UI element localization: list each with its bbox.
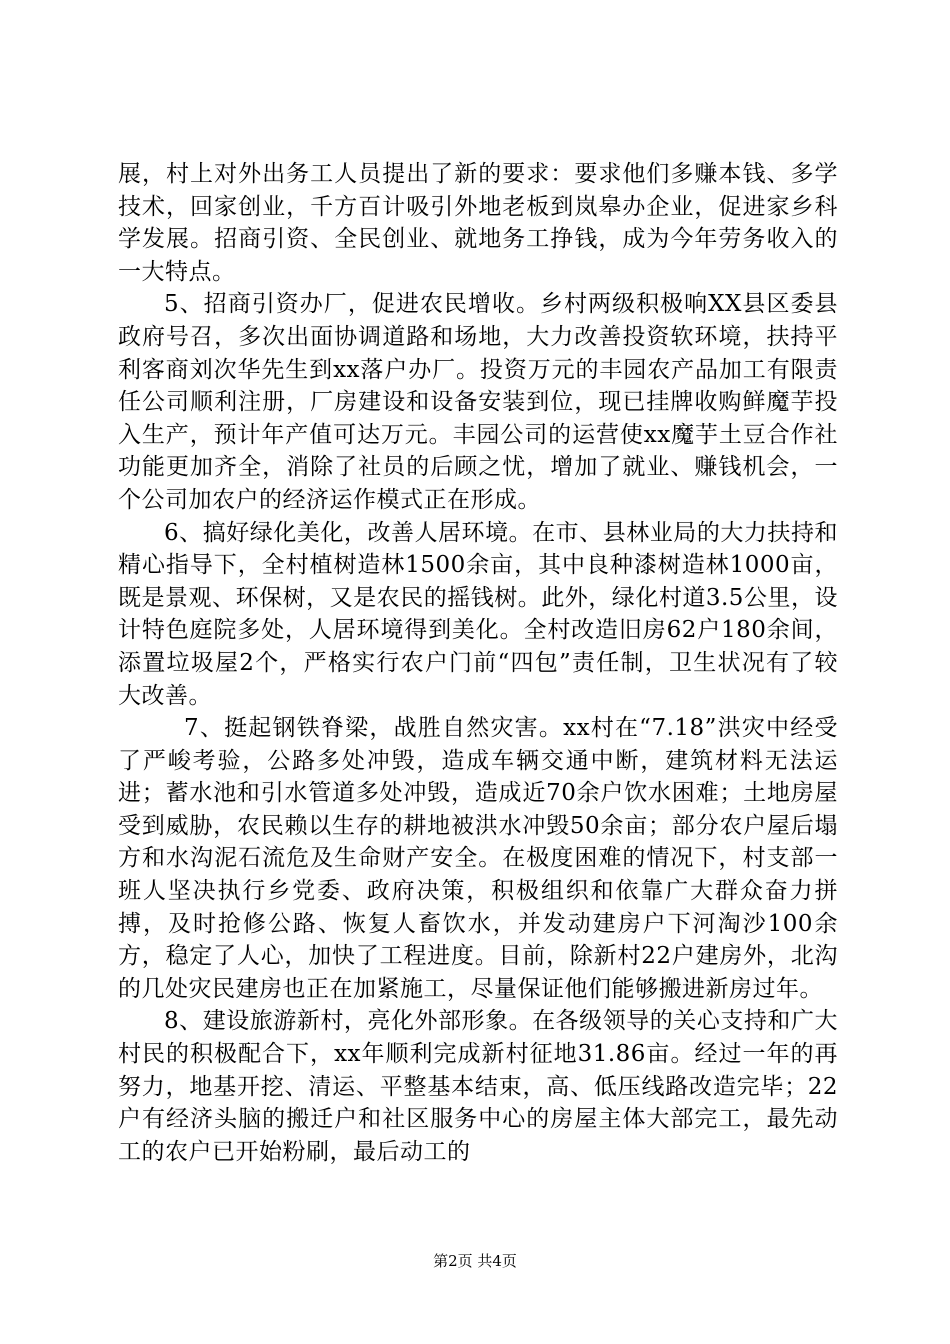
page-footer: 第2页 共4页	[433, 1252, 517, 1270]
paragraph-item-7: 7、挺起钢铁脊梁，战胜自然灾害。xx村在“7.18”洪灾中经受了严峻考验，公路多处冲毁，造成车辆交通中断，建筑材料无法运进；蓄水池和引水管道多处冲毁，造成近70余户饮水困难；土地房屋受到威胁，农民赖以生存的耕地被洪水冲毁50余亩；部分农户屋后塌方和水沟泥石流危及生命财产安全。在极度困难的情况下，村支部一班人坚决执行乡党委、政府决策，积极组织和依靠广大群众奋力拼搏，及时抢修公路、恢复人畜饮水，并发动建房户下河淘沙100余方，稳定了人心，加快了工程进度。目前，除新村22户建房外，北沟的几处灾民建房也正在加紧施工，尽量保证他们能够搬进新房过年。	[118, 715, 838, 1002]
paragraph-item-8: 8、建设旅游新村，亮化外部形象。在各级领导的关心支持和广大村民的积极配合下，xx年顺利完成新村征地31.86亩。经过一年的再努力，地基开挖、清运、平整基本结束，高、低压线路改造完毕；22户有经济头脑的搬迁户和社区服务中心的房屋主体大部完工，最先动工的农户已开始粉刷，最后动工的	[118, 1008, 838, 1165]
paragraph-item-5: 5、招商引资办厂，促进农民增收。乡村两级积极响XX县区委县政府号召，多次出面协调道路和场地，大力改善投资软环境，扶持平利客商刘次华先生到xx落户办厂。投资万元的丰园农产品加工有限责任公司顺利注册，厂房建设和设备安装到位，现已挂牌收购鲜魔芋投入生产，预计年产值可达万元。丰园公司的运营使xx魔芋土豆合作社功能更加齐全，消除了社员的后顾之忧，增加了就业、赚钱机会，一个公司加农户的经济运作模式正在形成。	[118, 291, 838, 513]
paragraph-continuation: 展，村上对外出务工人员提出了新的要求：要求他们多赚本钱、多学技术，回家创业，千方百计吸引外地老板到岚皋办企业，促进家乡科学发展。招商引资、全民创业、就地务工挣钱，成为今年劳务收入的一大特点。	[118, 161, 838, 285]
paragraph-item-6: 6、搞好绿化美化，改善人居环境。在市、县林业局的大力扶持和精心指导下，全村植树造林1500余亩，其中良种漆树造林1000亩，既是景观、环保树，又是农民的摇钱树。此外，绿化村道3.5公里，设计特色庭院多处，人居环境得到美化。全村改造旧房62户180余间，添置垃圾屋2个，严格实行农户门前“四包”责任制，卫生状况有了较大改善。	[118, 519, 838, 709]
document-body	[118, 158, 838, 1168]
